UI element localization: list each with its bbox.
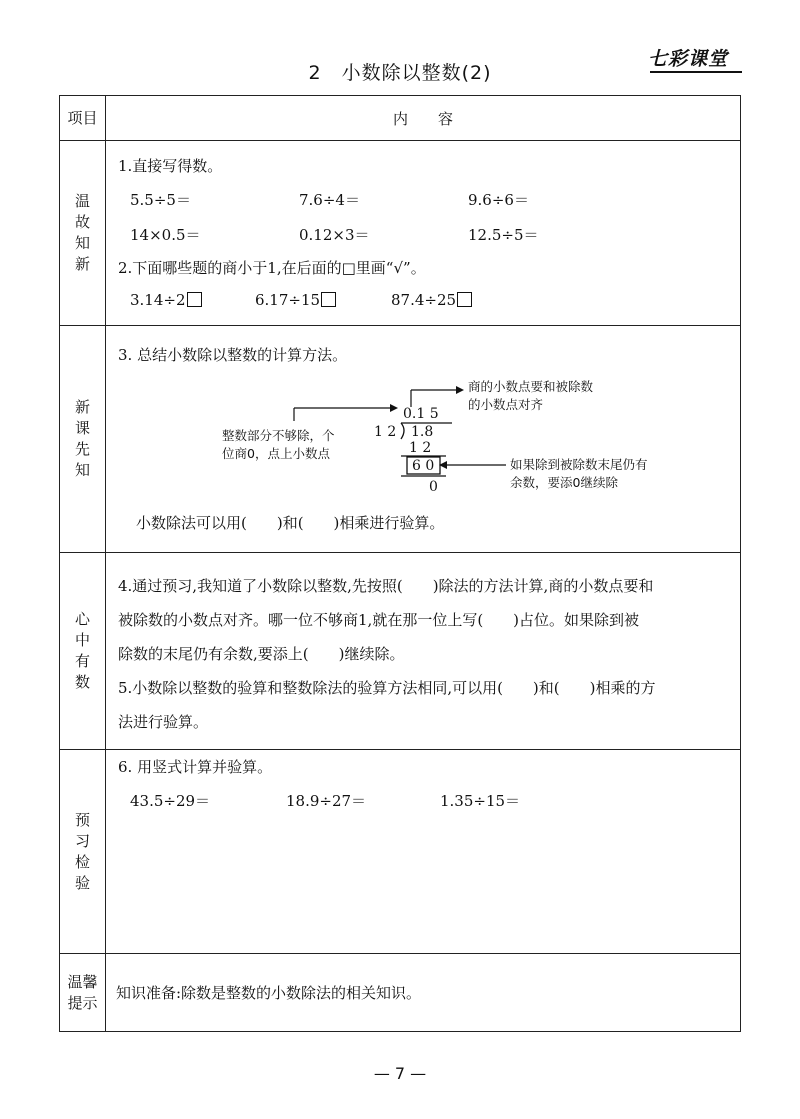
- brand-logo: [648, 44, 744, 70]
- q5-line: 法进行验算。: [118, 713, 209, 731]
- review-label-cell: [60, 141, 106, 326]
- q2-item: [130, 291, 202, 309]
- q1-title: 1.直接写得数。: [118, 157, 223, 175]
- review-content-cell: [106, 141, 741, 326]
- preview-label-cell: [60, 326, 106, 553]
- arrow-left-head: [390, 404, 398, 412]
- check-label-cell: [60, 750, 106, 954]
- q2-item: [255, 291, 336, 309]
- q2-item: [391, 291, 472, 309]
- verify-sentence: 小数除法可以用( )和( )相乘进行验算。: [136, 514, 445, 532]
- q1-item: 0.12×3＝: [299, 226, 370, 244]
- q2-item-text: 6.17÷15: [255, 291, 321, 309]
- annotation-top: 的小数点对齐: [468, 397, 544, 412]
- worksheet-table: [59, 95, 741, 1032]
- q1-item: 9.6÷6＝: [468, 191, 529, 209]
- tips-content-cell: [106, 954, 741, 1032]
- q1-item: 12.5÷5＝: [468, 226, 539, 244]
- q6-title: 6. 用竖式计算并验算。: [118, 758, 273, 776]
- q5-line: 5.小数除以整数的验算和整数除法的验算方法相同,可以用( )和( )相乘的方: [118, 679, 656, 697]
- tips-label-cell: [60, 954, 106, 1032]
- q6-item: 18.9÷27＝: [286, 792, 367, 810]
- section-review: [60, 141, 741, 326]
- q1-item: 5.5÷5＝: [130, 191, 191, 209]
- q4-line: 除数的末尾仍有余数,要添上( )继续除。: [118, 645, 405, 663]
- header-content-label: 内 容: [392, 109, 453, 128]
- header-content-cell: [106, 96, 741, 141]
- q2-item-text: 87.4÷25: [391, 291, 457, 309]
- answer-checkbox[interactable]: [457, 292, 472, 307]
- section-mind: [60, 553, 741, 750]
- annotation-right: 余数，要添0继续除: [510, 475, 618, 490]
- calc-step: 0: [429, 479, 438, 495]
- header-item-cell: [60, 96, 106, 141]
- q1-item: 14×0.5＝: [130, 226, 201, 244]
- answer-checkbox[interactable]: [187, 292, 202, 307]
- section-tips: [60, 954, 741, 1032]
- q4-line: 被除数的小数点对齐。哪一位不够商1,就在那一位上写( )占位。如果除到被: [118, 611, 640, 629]
- q6-item: 43.5÷29＝: [130, 792, 211, 810]
- annotation-left: 整数部分不够除，个: [222, 428, 335, 443]
- tips-label: 温馨提示: [67, 972, 98, 1012]
- section-preview: [60, 326, 741, 553]
- header-item-label: 项目: [67, 108, 98, 127]
- answer-checkbox[interactable]: [321, 292, 336, 307]
- annotation-right: 如果除到被除数末尾仍有: [510, 457, 648, 472]
- brand-text: 七彩课堂: [648, 48, 729, 70]
- check-content-cell: [106, 750, 741, 954]
- page-title: 2 小数除以整数(2): [308, 62, 492, 84]
- calc-quotient: 0.1 5: [403, 406, 439, 422]
- q2-item-text: 3.14÷2: [130, 291, 186, 309]
- calc-step: 1 2: [409, 440, 432, 456]
- preview-content-cell: [106, 326, 741, 553]
- q1-item: 7.6÷4＝: [299, 191, 360, 209]
- q2-title: 2.下面哪些题的商小于1,在后面的□里画“√”。: [118, 259, 426, 277]
- calc-dividend: 1.8: [411, 424, 434, 440]
- check-label: 预习检验: [74, 810, 90, 892]
- annotation-left: 位商0，点上小数点: [222, 446, 330, 461]
- page-number: — 7 —: [373, 1064, 427, 1083]
- brand-underline: [650, 71, 742, 73]
- section-check: [60, 750, 741, 954]
- q3-title: 3. 总结小数除以整数的计算方法。: [118, 346, 348, 364]
- tips-text: 知识准备:除数是整数的小数除法的相关知识。: [116, 984, 422, 1002]
- q6-item: 1.35÷15＝: [440, 792, 521, 810]
- mind-content-cell: [106, 553, 741, 750]
- table-header-row: [60, 96, 741, 141]
- arrow-top-head: [456, 386, 464, 394]
- calc-step: 6 0: [412, 458, 435, 474]
- review-label: 温故知新: [74, 192, 90, 273]
- calc-divisor: 1 2: [374, 424, 397, 440]
- annotation-top: 商的小数点要和被除数: [468, 379, 594, 394]
- preview-label: 新课先知: [74, 398, 90, 479]
- mind-label-cell: [60, 553, 106, 750]
- q4-line: 4.通过预习,我知道了小数除以整数,先按照( )除法的方法计算,商的小数点要和: [118, 577, 654, 595]
- division-bracket: [401, 423, 404, 439]
- mind-label: 心中有数: [74, 610, 90, 691]
